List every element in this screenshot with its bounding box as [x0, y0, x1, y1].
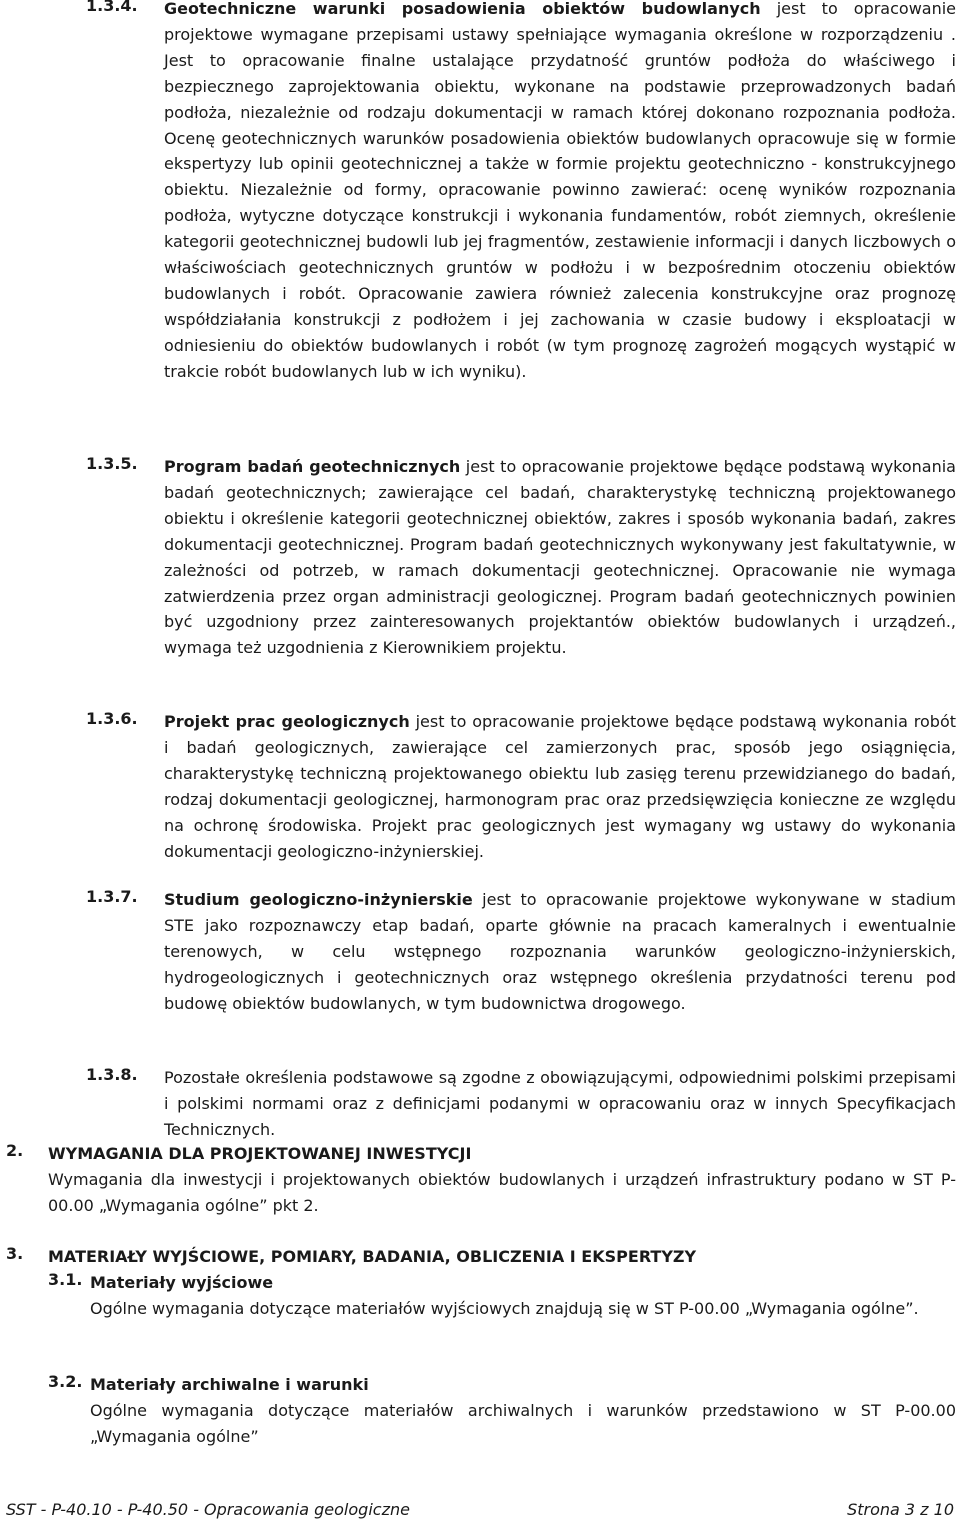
subsection-number: 3.2.: [48, 1372, 83, 1391]
footer-page-number: Strona 3 z 10: [847, 1500, 954, 1519]
section-3: [6, 1244, 956, 1270]
definition-item-1-3-5: [86, 454, 956, 661]
section-title: MATERIAŁY WYJŚCIOWE, POMIARY, BADANIA, OBLICZENIA I EKSPERTYZY: [48, 1247, 697, 1266]
item-text: jest to opracowanie projektowe wykonywane w stadium STE jako rozpoznawczy etap badań, oparte głównie na pracach kameralnych i ewentualnie terenowych, w celu wstępnego rozpoznania warunków geologiczno-inżynierskich, hydrogeologicznych i geotechnicznych oraz wstępnego określenia przydatności terenu pod budowę obiektów budowlanych, w tym budownictwa drogowego.: [164, 890, 956, 1013]
item-body: [164, 709, 956, 864]
item-title: Program badań geotechnicznych: [164, 457, 461, 476]
section-text: Wymagania dla inwestycji i projektowanych obiektów budowlanych i urządzeń infrastruktury podano w ST P-00.00 „Wymagania ogólne” pkt 2.: [48, 1170, 956, 1215]
item-body: [164, 887, 956, 1017]
item-text: jest to opracowanie projektowe będące podstawą wykonania robót i badań geologicznych, zawierające cel zamierzonych prac, sposób jego osiągnięcia, charakterystykę techniczną projektowanego obiektu lub zasięg terenu przewidzianego do badań, rodzaj dokumentacji geologicznej, harmonogram prac oraz przedsięwzięcia konieczne ze względu na ochronę środowiska. Projekt prac geologicznych jest wymagany wg ustawy do wykonania dokumentacji geologiczno-inżynierskiej.: [164, 712, 956, 861]
item-body: [164, 454, 956, 661]
item-text: Pozostałe określenia podstawowe są zgodne z obowiązującymi, odpowiednimi polskimi przepisami i polskimi normami oraz z definicjami podanymi w opracowaniu oraz w innych Specyfikacjach Technicznych.: [164, 1068, 956, 1139]
item-number: 1.3.7.: [86, 887, 138, 906]
item-number: 1.3.8.: [86, 1065, 138, 1084]
item-title: Geotechniczne warunki posadowienia obiektów budowlanych: [164, 0, 761, 18]
section-title: WYMAGANIA DLA PROJEKTOWANEJ INWESTYCJI: [48, 1144, 472, 1163]
definition-item-1-3-7: [86, 887, 956, 1017]
definition-item-1-3-6: [86, 709, 956, 864]
subsection-number: 3.1.: [48, 1270, 83, 1289]
subsection-text: Ogólne wymagania dotyczące materiałów archiwalnych i warunków przedstawiono w ST P-00.00 „Wymagania ogólne”: [90, 1401, 956, 1446]
subsection-3-1: [48, 1270, 956, 1322]
item-title: Projekt prac geologicznych: [164, 712, 410, 731]
section-number: 2.: [6, 1141, 24, 1160]
item-body: [164, 1065, 956, 1143]
subsection-title: Materiały archiwalne i warunki: [90, 1375, 369, 1394]
item-number: 1.3.6.: [86, 709, 138, 728]
section-2: [6, 1141, 956, 1219]
item-number: 1.3.5.: [86, 454, 138, 473]
item-text: jest to opracowanie projektowe wymagane przepisami ustawy spełniające wymagania określone w rozporządzeniu . Jest to opracowanie finalne ustalające przydatność gruntów podłoża do właściwego i bezpiecznego zaprojektowania obiektu, wykonane na podstawie przeprowadzonych badań podłoża, niezależnie od rodzaju dokumentacji w ramach której dokonano rozpoznania podłoża. Ocenę geotechnicznych warunków posadowienia obiektów budowlanych opracowuje się w formie ekspertyzy lub opinii geotechnicznej a także w formie projektu geotechniczno - konstrukcyjnego obiektu. Niezależnie od formy, opracowanie powinno zawierać: ocenę wyników rozpoznania podłoża, wytyczne dotyczące konstrukcji i wykonania fundamentów, robót ziemnych, określenie kategorii geotechnicznej budowli lub jej fragmentów, zestawienie informacji i danych liczbowych o właściwościach geotechnicznych gruntów w podłożu i w bezpośrednim otoczeniu obiektów budowlanych i robót. Opracowanie zawiera również zalecenia konstrukcyjne oraz prognozę współdziałania konstrukcji z podłożem i jej zachowania w czasie budowy i eksploatacji w odniesieniu do obiektów budowlanych i robót (w tym prognozę zagrożeń mogących wystąpić w trakcie robót budowlanych lub w ich wyniku).: [164, 0, 957, 381]
subsection-text: Ogólne wymagania dotyczące materiałów wyjściowych znajdują się w ST P-00.00 „Wymagania ogólne”.: [90, 1299, 919, 1318]
item-title: Studium geologiczno-inżynierskie: [164, 890, 473, 909]
footer-document-title: SST - P-40.10 - P-40.50 - Opracowania geologiczne: [6, 1500, 410, 1519]
subsection-3-2: [48, 1372, 956, 1450]
subsection-title: Materiały wyjściowe: [90, 1273, 274, 1292]
page-footer: [6, 1500, 954, 1519]
definition-item-1-3-4: [86, 0, 956, 385]
definition-item-1-3-8: [86, 1065, 956, 1143]
item-body: [164, 0, 956, 385]
item-text: jest to opracowanie projektowe będące podstawą wykonania badań geotechnicznych; zawierające cel badań, charakterystykę techniczną projektowanego obiektu i określenie kategorii geotechnicznej obiektów, zakres i sposób wykonania badań, zakres dokumentacji geotechnicznej. Program badań geotechnicznych wykonywany jest fakultatywnie, w zależności od potrzeb, w ramach dokumentacji geotechnicznej. Opracowanie nie wymaga zatwierdzenia przez organ administracji geologicznej. Program badań geotechnicznych powinien być uzgodniony przez zainteresowanych projektantów obiektów budowlanych i urządzeń., wymaga też uzgodnienia z Kierownikiem projektu.: [164, 457, 956, 658]
section-number: 3.: [6, 1244, 24, 1263]
item-number: 1.3.4.: [86, 0, 138, 15]
